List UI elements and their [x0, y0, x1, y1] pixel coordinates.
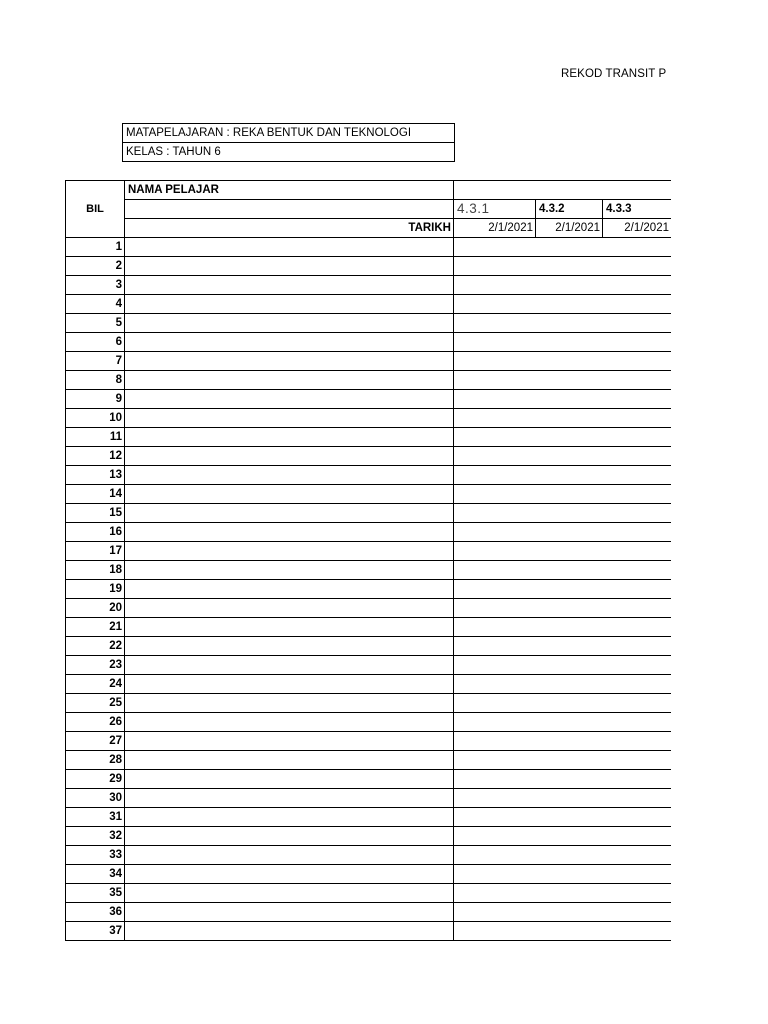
student-name-cell[interactable]: [125, 561, 454, 579]
name-header: NAMA PELAJAR: [125, 181, 454, 199]
table-row: [66, 542, 671, 561]
row-number: 15: [66, 504, 125, 522]
row-number: 13: [66, 466, 125, 484]
record-cell[interactable]: [454, 257, 671, 275]
record-cell[interactable]: [454, 865, 671, 883]
table-row: [66, 561, 671, 580]
row-number: 23: [66, 656, 125, 674]
header-row-1: [66, 181, 671, 200]
record-cell[interactable]: [454, 561, 671, 579]
row-number: 27: [66, 732, 125, 750]
date-cell: 2/1/2021: [624, 222, 669, 234]
standard-header: 4.3.2: [536, 200, 603, 218]
student-name-cell[interactable]: [125, 333, 454, 351]
class-label: KELAS : TAHUN 6: [123, 142, 454, 161]
standard-header: 4.3.3: [606, 203, 632, 215]
row-number: 6: [66, 333, 125, 351]
row-number: 14: [66, 485, 125, 503]
table-row: [66, 276, 671, 295]
row-number: 35: [66, 884, 125, 902]
header-row-2: [66, 200, 671, 219]
student-table: [65, 180, 671, 941]
row-number: 30: [66, 789, 125, 807]
table-row: [66, 466, 671, 485]
record-cell[interactable]: [454, 428, 671, 446]
table-row: [66, 238, 671, 257]
record-cell[interactable]: [454, 808, 671, 826]
row-number: 1: [66, 238, 125, 256]
table-row: [66, 656, 671, 675]
table-row: [66, 903, 671, 922]
row-number: 17: [66, 542, 125, 560]
student-name-cell[interactable]: [125, 238, 454, 256]
table-row: [66, 580, 671, 599]
table-row: [66, 827, 671, 846]
record-cell[interactable]: [454, 846, 671, 864]
row-number: 8: [66, 371, 125, 389]
table-row: [66, 504, 671, 523]
student-name-cell[interactable]: [125, 390, 454, 408]
table-row: [66, 257, 671, 276]
table-row: [66, 694, 671, 713]
table-row: [66, 599, 671, 618]
record-cell[interactable]: [454, 789, 671, 807]
table-row: [66, 618, 671, 637]
record-cell[interactable]: [454, 276, 671, 294]
row-number: 11: [66, 428, 125, 446]
student-name-cell[interactable]: [125, 618, 454, 636]
row-number: 25: [66, 694, 125, 712]
table-row: [66, 675, 671, 694]
student-name-cell[interactable]: [125, 466, 454, 484]
record-cell[interactable]: [454, 314, 671, 332]
student-name-cell[interactable]: [125, 694, 454, 712]
date-header: TARIKH: [125, 219, 454, 237]
record-cell[interactable]: [454, 599, 671, 617]
record-cell[interactable]: [454, 618, 671, 636]
bil-header: BIL: [66, 181, 125, 237]
student-name-cell[interactable]: [125, 713, 454, 731]
student-name-cell[interactable]: [125, 371, 454, 389]
row-number: 28: [66, 751, 125, 769]
row-number: 37: [66, 922, 125, 940]
record-cell[interactable]: [454, 352, 671, 370]
date-cell: 2/1/2021: [536, 219, 603, 237]
table-row: [66, 390, 671, 409]
student-name-cell[interactable]: [125, 922, 454, 940]
record-cell[interactable]: [454, 542, 671, 560]
student-name-cell[interactable]: [125, 846, 454, 864]
info-box: [122, 123, 455, 162]
table-row: [66, 428, 671, 447]
record-cell[interactable]: [454, 903, 671, 921]
student-name-cell[interactable]: [125, 865, 454, 883]
record-cell[interactable]: [454, 675, 671, 693]
row-number: 33: [66, 846, 125, 864]
row-number: 20: [66, 599, 125, 617]
table-row: [66, 713, 671, 732]
record-cell[interactable]: [454, 922, 671, 940]
student-name-cell[interactable]: [125, 732, 454, 750]
student-name-cell[interactable]: [125, 276, 454, 294]
row-number: 7: [66, 352, 125, 370]
row-number: 32: [66, 827, 125, 845]
student-name-cell[interactable]: [125, 827, 454, 845]
record-cell[interactable]: [454, 713, 671, 731]
row-number: 10: [66, 409, 125, 427]
student-name-cell[interactable]: [125, 808, 454, 826]
record-cell[interactable]: [454, 751, 671, 769]
row-number: 26: [66, 713, 125, 731]
record-cell[interactable]: [454, 390, 671, 408]
row-number: 5: [66, 314, 125, 332]
student-name-cell[interactable]: [125, 295, 454, 313]
table-row: [66, 770, 671, 789]
header-row-3: [66, 219, 671, 238]
record-cell[interactable]: [454, 523, 671, 541]
student-name-cell[interactable]: [125, 447, 454, 465]
student-name-cell[interactable]: [125, 409, 454, 427]
table-row: [66, 884, 671, 903]
date-cell: 2/1/2021: [454, 219, 536, 237]
student-name-cell[interactable]: [125, 903, 454, 921]
row-number: 24: [66, 675, 125, 693]
record-cell[interactable]: [454, 656, 671, 674]
record-cell[interactable]: [454, 466, 671, 484]
subject-label: MATAPELAJARAN : REKA BENTUK DAN TEKNOLOGI: [126, 127, 412, 139]
student-name-cell[interactable]: [125, 542, 454, 560]
student-name-cell[interactable]: [125, 789, 454, 807]
table-row: [66, 846, 671, 865]
table-row: [66, 447, 671, 466]
row-number: 34: [66, 865, 125, 883]
student-name-cell[interactable]: [125, 504, 454, 522]
record-cell[interactable]: [454, 732, 671, 750]
row-number: 18: [66, 561, 125, 579]
student-name-cell[interactable]: [125, 580, 454, 598]
student-name-cell[interactable]: [125, 656, 454, 674]
record-cell[interactable]: [454, 485, 671, 503]
row-number: 29: [66, 770, 125, 788]
student-name-cell[interactable]: [125, 675, 454, 693]
record-cell[interactable]: [454, 884, 671, 902]
table-row: [66, 751, 671, 770]
student-name-cell[interactable]: [125, 352, 454, 370]
table-row: [66, 637, 671, 656]
table-row: [66, 922, 671, 941]
table-row: [66, 523, 671, 542]
student-name-cell[interactable]: [125, 523, 454, 541]
row-number: 3: [66, 276, 125, 294]
row-number: 21: [66, 618, 125, 636]
table-row: [66, 808, 671, 827]
student-name-cell[interactable]: [125, 884, 454, 902]
record-cell[interactable]: [454, 827, 671, 845]
table-row: [66, 333, 671, 352]
record-cell[interactable]: [454, 409, 671, 427]
record-cell[interactable]: [454, 333, 671, 351]
row-number: 36: [66, 903, 125, 921]
row-number: 22: [66, 637, 125, 655]
table-row: [66, 865, 671, 884]
record-cell[interactable]: [454, 295, 671, 313]
table-row: [66, 732, 671, 751]
record-cell[interactable]: [454, 694, 671, 712]
standard-header: 4.3.1: [454, 200, 536, 218]
student-name-cell[interactable]: [125, 314, 454, 332]
student-name-cell[interactable]: [125, 485, 454, 503]
student-name-cell[interactable]: [125, 770, 454, 788]
student-name-cell[interactable]: [125, 599, 454, 617]
record-cell[interactable]: [454, 770, 671, 788]
record-cell[interactable]: [454, 371, 671, 389]
table-row: [66, 295, 671, 314]
page-title: REKOD TRANSIT P: [561, 68, 667, 80]
student-name-cell[interactable]: [125, 428, 454, 446]
student-name-cell[interactable]: [125, 637, 454, 655]
row-number: 2: [66, 257, 125, 275]
row-number: 19: [66, 580, 125, 598]
table-row: [66, 789, 671, 808]
table-row: [66, 371, 671, 390]
record-cell[interactable]: [454, 504, 671, 522]
record-cell[interactable]: [454, 238, 671, 256]
table-row: [66, 409, 671, 428]
student-name-cell[interactable]: [125, 257, 454, 275]
table-row: [66, 314, 671, 333]
record-cell[interactable]: [454, 447, 671, 465]
student-name-cell[interactable]: [125, 751, 454, 769]
row-number: 12: [66, 447, 125, 465]
table-row: [66, 485, 671, 504]
row-number: 16: [66, 523, 125, 541]
row-number: 31: [66, 808, 125, 826]
table-row: [66, 352, 671, 371]
row-number: 9: [66, 390, 125, 408]
row-number: 4: [66, 295, 125, 313]
record-cell[interactable]: [454, 637, 671, 655]
record-cell[interactable]: [454, 580, 671, 598]
